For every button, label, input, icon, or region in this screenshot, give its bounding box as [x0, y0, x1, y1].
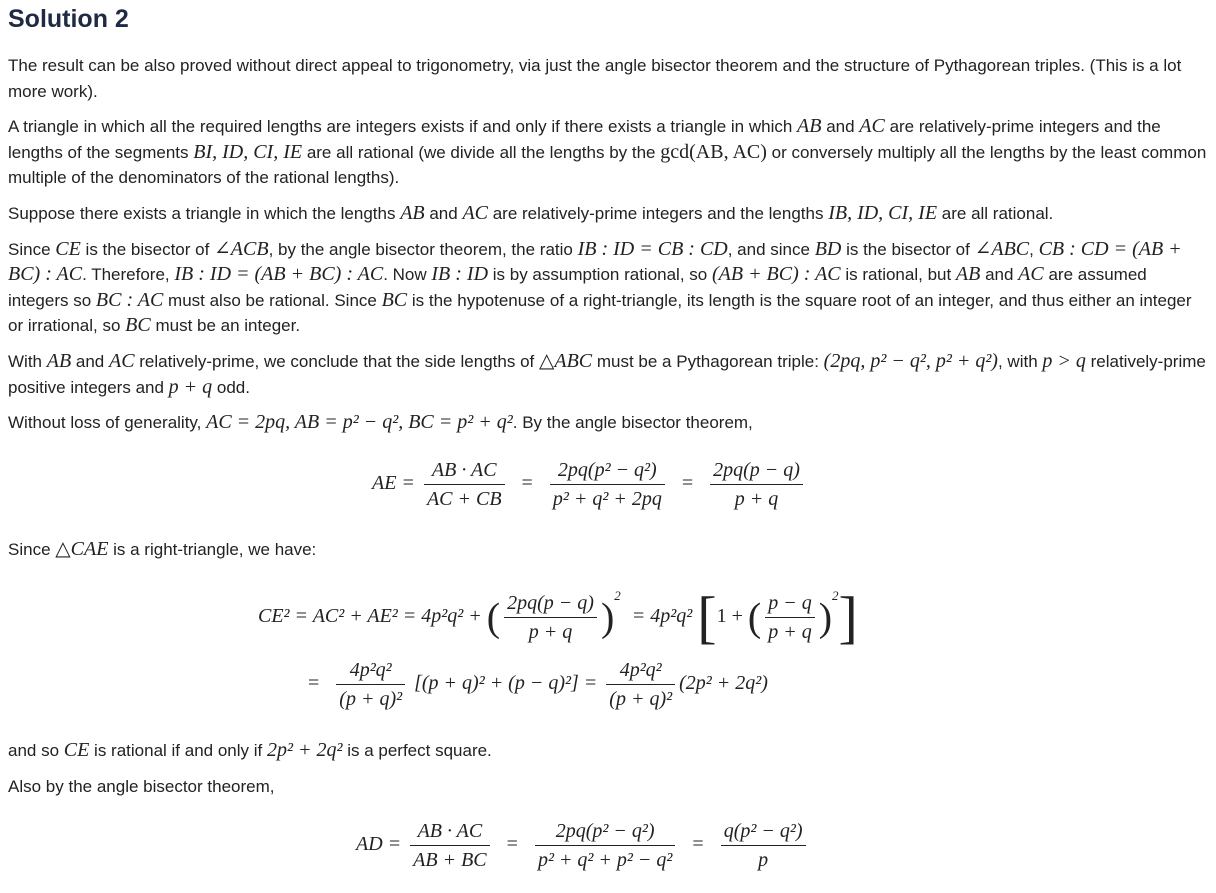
math-ab: AB [46, 349, 72, 372]
math-ib-id-ratio: IB : ID [431, 263, 489, 286]
math-ce: CE [63, 739, 90, 761]
math-bc-ac: BC : AC [95, 288, 164, 311]
fraction: $\frac{p - q}{p + q}$ [765, 589, 815, 646]
math-angle-acb: ∠ACB [214, 237, 269, 260]
math-2p2-2q2: 2p² + 2q² [266, 739, 343, 761]
math-ratio: IB : ID = CB : CD [577, 237, 728, 260]
math-ac: AC [859, 115, 885, 138]
math-bd: BD [814, 237, 842, 260]
fraction: $\frac{2pq(p - q)}{p + q}$ [504, 589, 597, 646]
solution-heading: Solution 2 [8, 5, 129, 33]
pythagorean-triple-paragraph: With AB and AC relatively-prime, we conclude that the side lengths of △ABC must be a Pythagorean triple: (2pq, p² − q², p² + q²), with p > q relatively-prime positive integers and p + q odd. [8, 349, 1206, 398]
solution-article [8, 0, 1208, 436]
math-ac: AC [462, 201, 488, 224]
fraction: $\frac{2pq(p - q)}{p + q}$ [710, 456, 803, 513]
math-segments: BI, ID, CI, IE [193, 140, 303, 163]
math-bc: BC [381, 288, 408, 311]
fraction: $\frac{AB \cdot AC}{AC + CB}$ [424, 456, 505, 513]
math-angle-abc: ∠ABC [974, 237, 1030, 260]
fraction: $\frac{AB \cdot AC}{AB + BC}$ [410, 817, 490, 874]
math-ab: AB [400, 201, 425, 224]
integer-reduction-paragraph: A triangle in which all the required lengths are integers exists if and only if there exists a triangle in which AB and AC are relatively-prime integers and the lengths of the segments BI, ID, CI, IE are all rational (we divide all the lengths by the gcd(AB, AC) or conversely multiply all the lengths by the least common multiple of the denominators of the rational lengths). [8, 115, 1207, 188]
equation-ce-squared-cont: = $\frac{\text{4p²q²}}{\text{(p + q)²}}$ [(p + q)² + (p − q)²] = $\frac{\text{4p²q²}}{\text{(p + q)²}}$ (2p² + 2q²) [308, 656, 768, 713]
math-p-plus-q: p + q [168, 375, 213, 398]
math-ce: CE [55, 237, 81, 260]
equation-ae: AE = $\frac{AB \cdot AC}{AC + CB}$ = $\frac{\text{2pq(p² − q²)}}{\text{p² + q² + 2pq}}$ = $\frac{2pq(p - q)}{p + q}$ [372, 456, 807, 513]
supposition-paragraph: Suppose there exists a triangle in which the lengths AB and AC are relatively-prime integers and the lengths IB, ID, CI, IE are all rational. [8, 201, 1054, 224]
fraction: $\frac{\text{2pq(p² − q²)}}{\text{p² + q² + p² − q²}}$ [535, 817, 675, 874]
fraction: $\frac{\text{q(p² − q²)}}{p}$ [721, 817, 806, 874]
math-triangle-cae: △CAE [55, 538, 109, 560]
equation-ce-squared: CE² = AC² + AE² = 4p²q² + ( $\frac{2pq(p - q)}{p + q}$ )$^2$ = 4p²q² [1 + ( $\frac{p - q}{p + q}$ )$^2$] [258, 584, 858, 650]
math-ac: AC [108, 349, 135, 372]
fraction: $\frac{\text{2pq(p² − q²)}}{\text{p² + q² + 2pq}}$ [550, 456, 665, 513]
math-ac: AC [1018, 263, 1044, 286]
equation-ad: AD = $\frac{AB \cdot AC}{AB + BC}$ = $\frac{\text{2pq(p² − q²)}}{\text{p² + q² + p² − q²}}$ = $\frac{\text{q(p² − q²)}}{p}$ [356, 817, 810, 874]
math-ab: AB [797, 115, 822, 138]
right-triangle-paragraph: Since △CAE is a right-triangle, we have: [8, 538, 317, 560]
fraction: $\frac{\text{4p²q²}}{\text{(p + q)²}}$ [336, 656, 405, 713]
fraction: $\frac{\text{4p²q²}}{\text{(p + q)²}}$ [606, 656, 675, 713]
math-ab-bc-ac: (AB + BC) : AC [711, 263, 841, 286]
math-ib-id: IB : ID = (AB + BC) : AC [174, 263, 384, 286]
math-lengths: IB, ID, CI, IE [828, 201, 938, 224]
wlog-paragraph: Without loss of generality, AC = 2pq, AB = p² − q², BC = p² + q². By the angle bisector theorem, [8, 411, 753, 434]
math-ab: AB [955, 263, 981, 286]
bisector-argument-paragraph: Since CE is the bisector of ∠ACB, by the angle bisector theorem, the ratio IB : ID = CB : CD, and since BD is the bisector of ∠ABC, CB : CD = (AB + BC) : AC. Therefore, IB : ID = (AB + BC) : AC. Now IB : ID is by assumption rational, so (AB + BC) : AC is rational, but AB and AC are assumed integers so BC : AC must also be rational. Since BC is the hypotenuse of a right-triangle, its length is the square root of an integer, and thus either an integer or irrational, so BC must be an integer. [8, 237, 1192, 337]
perfect-square-paragraph: and so CE is rational if and only if 2p² + 2q² is a perfect square. [8, 739, 492, 761]
math-triangle-abc: △ABC [538, 349, 593, 372]
math-triple: (2pq, p² − q², p² + q²) [823, 349, 998, 372]
intro-paragraph: The result can be also proved without direct appeal to trigonometry, via just the angle bisector theorem and the structure of Pythagorean triples. (This is a lot more work). [8, 56, 1182, 101]
bisector-again-paragraph: Also by the angle bisector theorem, [8, 777, 275, 796]
math-cb-cd: CB : CD = (AB + BC) : AC [8, 237, 1182, 286]
math-gcd: gcd(AB, AC) [660, 140, 767, 163]
math-p-gt-q: p > q [1042, 349, 1086, 372]
math-bc: BC [125, 314, 151, 337]
math-side-assignment: AC = 2pq, AB = p² − q², BC = p² + q² [206, 411, 513, 434]
